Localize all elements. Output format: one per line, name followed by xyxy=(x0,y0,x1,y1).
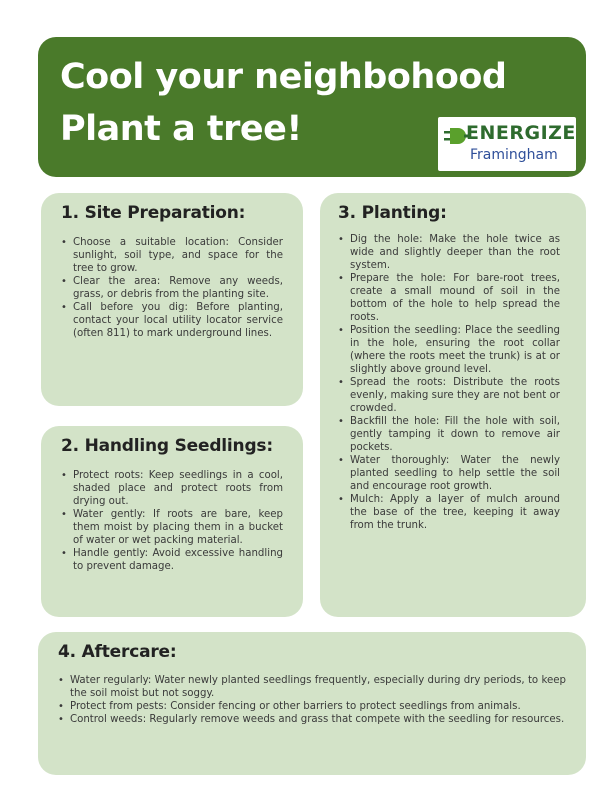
section-heading: 3. Planting: xyxy=(338,203,447,223)
handling-seedlings-card xyxy=(41,426,303,617)
list-item: • Water regularly: Water newly planted seedlings frequently, especially during dry periods, to keep the soil moist but not soggy. xyxy=(58,674,566,700)
list-item: • Call before you dig: Before planting, contact your local utility locator service (often 811) to mark underground lines. xyxy=(61,301,283,340)
list-item: • Position the seedling: Place the seedling in the hole, ensuring the root collar (where the roots meet the trunk) is at or slightly above ground level. xyxy=(338,324,560,376)
list-item: • Protect roots: Keep seedlings in a cool, shaded place and protect roots from drying out. xyxy=(61,469,283,508)
planting-list xyxy=(338,233,560,532)
list-item: • Water gently: If roots are bare, keep them moist by placing them in a bucket of water or wet packing material. xyxy=(61,508,283,547)
title-line-2: Plant a tree! xyxy=(60,109,302,149)
logo-subtext: Framingham xyxy=(470,147,558,163)
list-item: • Mulch: Apply a layer of mulch around the base of the tree, keeping it away from the trunk. xyxy=(338,493,560,532)
handling-seedlings-list xyxy=(61,469,283,573)
section-heading: 2. Handling Seedlings: xyxy=(61,436,273,456)
list-item: • Handle gently: Avoid excessive handling to prevent damage. xyxy=(61,547,283,573)
list-item: • Choose a suitable location: Consider sunlight, soil type, and space for the tree to grow. xyxy=(61,236,283,275)
list-item: • Dig the hole: Make the hole twice as wide and slightly deeper than the root system. xyxy=(338,233,560,272)
list-item: • Spread the roots: Distribute the roots evenly, making sure they are not bent or crowded. xyxy=(338,376,560,415)
header-banner xyxy=(38,37,586,177)
list-item: • Control weeds: Regularly remove weeds and grass that compete with the seedling for resources. xyxy=(58,713,566,726)
aftercare-list xyxy=(58,674,566,726)
list-item: • Backfill the hole: Fill the hole with soil, gently tamping it down to remove air pockets. xyxy=(338,415,560,454)
list-item: • Protect from pests: Consider fencing or other barriers to protect seedlings from animals. xyxy=(58,700,566,713)
section-heading: 4. Aftercare: xyxy=(58,642,177,662)
title-line-1: Cool your neighbohood xyxy=(60,57,507,97)
planting-card xyxy=(320,193,586,617)
logo-brand-text: ENERGIZE xyxy=(466,122,576,144)
site-preparation-list xyxy=(61,236,283,340)
section-heading: 1. Site Preparation: xyxy=(61,203,246,223)
site-preparation-card xyxy=(41,193,303,406)
list-item: • Clear the area: Remove any weeds, grass, or debris from the planting site. xyxy=(61,275,283,301)
list-item: • Prepare the hole: For bare-root trees, create a small mound of soil in the bottom of the hole to help spread the roots. xyxy=(338,272,560,324)
energize-framingham-logo xyxy=(438,117,576,171)
list-item: • Water thoroughly: Water the newly planted seedling to help settle the soil and encourage root growth. xyxy=(338,454,560,493)
aftercare-card xyxy=(38,632,586,775)
